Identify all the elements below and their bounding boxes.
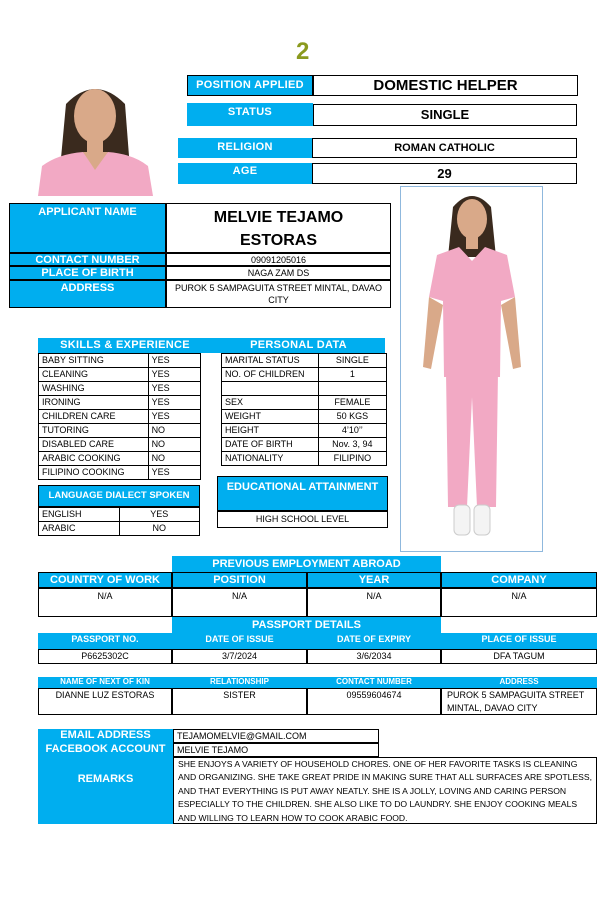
remarks-label: REMARKS	[38, 757, 173, 824]
place-of-birth-label: PLACE OF BIRTH	[9, 266, 166, 280]
passport-header-expiry: DATE OF EXPIRY	[307, 633, 441, 649]
status-label: STATUS	[187, 103, 313, 126]
skill-value: YES	[148, 368, 200, 382]
personal-label: SEX	[222, 396, 319, 410]
personal-value: FEMALE	[318, 396, 386, 410]
language-title: LANGUAGE DIALECT SPOKEN	[38, 485, 200, 507]
personal-value: Nov. 3, 94	[318, 438, 386, 452]
skill-value: YES	[148, 410, 200, 424]
full-body-photo	[400, 186, 543, 552]
passport-number: P6625302C	[38, 649, 172, 664]
employment-header-country: COUNTRY OF WORK	[38, 572, 172, 588]
language-row	[39, 522, 200, 536]
position-applied-label: POSITION APPLIED	[187, 75, 313, 96]
personal-value: 50 KGS	[318, 410, 386, 424]
employment-year: N/A	[307, 588, 441, 617]
employment-country: N/A	[38, 588, 172, 617]
skill-label: IRONING	[39, 396, 149, 410]
personal-value	[318, 382, 386, 396]
language-table	[38, 507, 200, 536]
personal-data-title: PERSONAL DATA	[212, 338, 385, 353]
passport-header-place: PLACE OF ISSUE	[441, 633, 597, 649]
personal-value: 4’10’’	[318, 424, 386, 438]
employment-title: PREVIOUS EMPLOYMENT ABROAD	[172, 556, 441, 572]
education-title: EDUCATIONAL ATTAINMENT	[217, 476, 388, 511]
place-of-birth-value: NAGA ZAM DS	[166, 266, 391, 280]
remarks-value: SHE ENJOYS A VARIETY OF HOUSEHOLD CHORES. ONE OF HER FAVORITE TASKS IS CLEANING AND ORGANIZING. SHE TAKE GREAT PRIDE IN MAKING SURE THAT ALL SURFACES ARE SPOTLESS, AND THAT EVERYTHING IS PUT AWAY NEATLY. SHE IS A JOLLY, LOVING AND CARING PERSON ESPECIALLY TO THE CHILDREN. SHE ALSO LIKE TO DO LAUNDRY. SHE ENJOY COOKING MEALS AND WILLING TO LEARN HOW TO COOK ARABIC FOOD.	[173, 757, 597, 824]
skills-table	[38, 353, 201, 480]
education-value: HIGH SCHOOL LEVEL	[217, 511, 388, 528]
age-label: AGE	[178, 163, 312, 184]
personal-value: SINGLE	[318, 354, 386, 368]
kin-relationship: SISTER	[172, 688, 307, 715]
language-value: YES	[119, 508, 199, 522]
email-label: EMAIL ADDRESS	[38, 729, 173, 743]
skill-label: TUTORING	[39, 424, 149, 438]
personal-label: NO. OF CHILDREN	[222, 368, 319, 382]
personal-row	[222, 452, 387, 466]
skill-row	[39, 396, 201, 410]
skill-value: NO	[148, 424, 200, 438]
skill-row	[39, 424, 201, 438]
personal-row	[222, 438, 387, 452]
personal-label: NATIONALITY	[222, 452, 319, 466]
skill-value: YES	[148, 396, 200, 410]
kin-name: DIANNE LUZ ESTORAS	[38, 688, 172, 715]
personal-row	[222, 410, 387, 424]
employment-company: N/A	[441, 588, 597, 617]
personal-data-table	[221, 353, 387, 466]
skill-row	[39, 368, 201, 382]
skill-label: ARABIC COOKING	[39, 452, 149, 466]
skill-value: YES	[148, 382, 200, 396]
personal-value: 1	[318, 368, 386, 382]
passport-title: PASSPORT DETAILS	[172, 617, 441, 633]
personal-row	[222, 354, 387, 368]
religion-label: RELIGION	[178, 138, 312, 158]
personal-label: DATE OF BIRTH	[222, 438, 319, 452]
address-value: PUROK 5 SAMPAGUITA STREET MINTAL, DAVAO CITY	[166, 280, 391, 308]
position-applied-value: DOMESTIC HELPER	[313, 75, 578, 96]
language-label: ENGLISH	[39, 508, 120, 522]
personal-label: HEIGHT	[222, 424, 319, 438]
employment-header-company: COMPANY	[441, 572, 597, 588]
skill-row	[39, 382, 201, 396]
language-row	[39, 508, 200, 522]
personal-row	[222, 396, 387, 410]
skill-label: BABY SITTING	[39, 354, 149, 368]
personal-row	[222, 424, 387, 438]
facebook-label: FACEBOOK ACCOUNT	[38, 743, 173, 757]
personal-label	[222, 382, 319, 396]
passport-place: DFA TAGUM	[441, 649, 597, 664]
applicant-name-line2: ESTORAS	[239, 232, 318, 249]
religion-value: ROMAN CATHOLIC	[312, 138, 577, 158]
language-value: NO	[119, 522, 199, 536]
kin-header-relationship: RELATIONSHIP	[172, 677, 307, 688]
personal-row	[222, 368, 387, 382]
personal-row	[222, 382, 387, 396]
personal-label: MARITAL STATUS	[222, 354, 319, 368]
status-value: SINGLE	[313, 104, 577, 126]
kin-address: PUROK 5 SAMPAGUITA STREET MINTAL, DAVAO CITY	[441, 688, 597, 715]
skill-label: FILIPINO COOKING	[39, 466, 149, 480]
facebook-value: MELVIE TEJAMO	[173, 743, 379, 757]
kin-header-contact: CONTACT NUMBER	[307, 677, 441, 688]
applicant-name	[166, 203, 391, 253]
skill-row	[39, 452, 201, 466]
passport-expiry-date: 3/6/2034	[307, 649, 441, 664]
skill-value: NO	[148, 438, 200, 452]
personal-value: FILIPINO	[318, 452, 386, 466]
language-label: ARABIC	[39, 522, 120, 536]
contact-number-label: CONTACT NUMBER	[9, 253, 166, 266]
skill-label: DISABLED CARE	[39, 438, 149, 452]
skill-row	[39, 410, 201, 424]
age-value: 29	[312, 163, 577, 184]
address-label: ADDRESS	[9, 280, 166, 308]
passport-header-number: PASSPORT NO.	[38, 633, 172, 649]
contact-number-value: 09091205016	[166, 253, 391, 266]
passport-header-issue: DATE OF ISSUE	[172, 633, 307, 649]
personal-label: WEIGHT	[222, 410, 319, 424]
skills-title: SKILLS & EXPERIENCE	[38, 338, 212, 353]
page-number: 2	[296, 38, 310, 65]
kin-header-address: ADDRESS	[441, 677, 597, 688]
applicant-name-line1: MELVIE TEJAMO	[213, 209, 344, 226]
headshot-photo	[38, 74, 153, 196]
email-value: TEJAMOMELVIE@GMAIL.COM	[173, 729, 379, 743]
kin-header-name: NAME OF NEXT OF KIN	[38, 677, 172, 688]
skill-value: NO	[148, 452, 200, 466]
skill-row	[39, 438, 201, 452]
employment-table	[38, 572, 597, 617]
employment-header-year: YEAR	[307, 572, 441, 588]
employment-position: N/A	[172, 588, 307, 617]
employment-header-position: POSITION	[172, 572, 307, 588]
passport-table	[38, 633, 597, 664]
kin-table	[38, 677, 597, 715]
skill-label: CLEANING	[39, 368, 149, 382]
skill-value: YES	[148, 466, 200, 480]
skill-label: WASHING	[39, 382, 149, 396]
passport-issue-date: 3/7/2024	[172, 649, 307, 664]
skill-label: CHILDREN CARE	[39, 410, 149, 424]
skill-row	[39, 354, 201, 368]
skill-row	[39, 466, 201, 480]
skill-value: YES	[148, 354, 200, 368]
kin-contact: 09559604674	[307, 688, 441, 715]
applicant-name-label: APPLICANT NAME	[9, 203, 166, 253]
